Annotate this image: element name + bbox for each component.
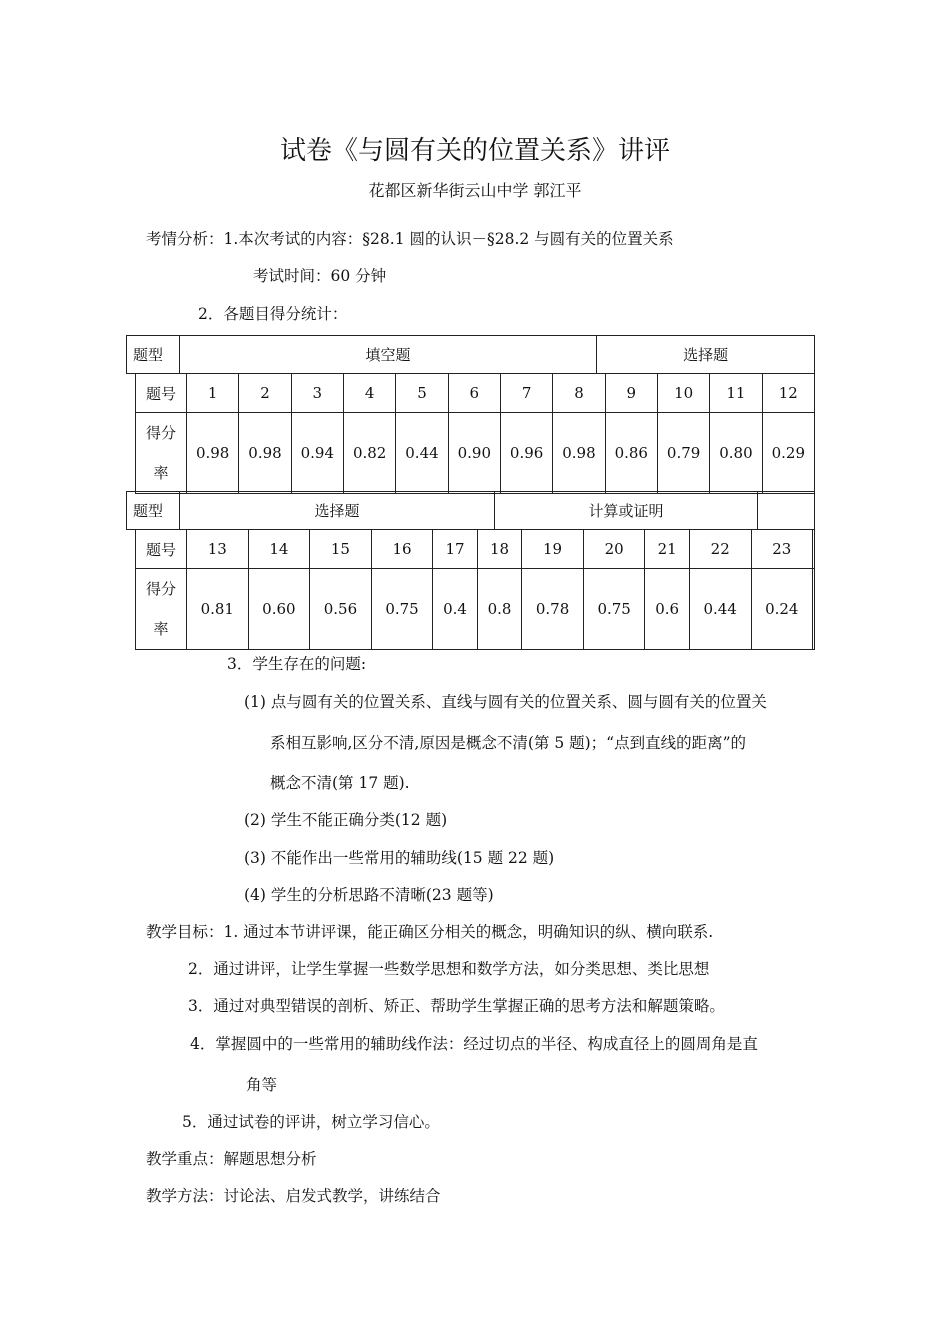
table2-rate: 0.24 bbox=[751, 569, 813, 650]
table1-num: 1 bbox=[187, 374, 239, 413]
table1-num: 10 bbox=[657, 374, 709, 413]
table2-rate: 0.44 bbox=[689, 569, 751, 650]
table2-rate: 0.78 bbox=[522, 569, 584, 650]
goal-2: 2．通过讲评，让学生掌握一些数学思想和数学方法，如分类思想、类比思想 bbox=[188, 960, 710, 978]
table2-num: 20 bbox=[583, 530, 645, 569]
table1-num: 3 bbox=[291, 374, 343, 413]
table1-num: 11 bbox=[710, 374, 762, 413]
table1-num: 6 bbox=[448, 374, 500, 413]
table2-rate: 0.8 bbox=[477, 569, 521, 650]
table2-num: 13 bbox=[187, 530, 249, 569]
table1-rate: 0.94 bbox=[291, 413, 343, 494]
table2-num: 14 bbox=[248, 530, 310, 569]
table2-rate: 0.75 bbox=[371, 569, 433, 650]
table1-rate: 0.96 bbox=[500, 413, 552, 494]
table1-num: 8 bbox=[553, 374, 605, 413]
analysis-content: 1.本次考试的内容：§28.1 圆的认识－§28.2 与圆有关的位置关系 bbox=[223, 230, 674, 248]
table2-num: 21 bbox=[645, 530, 689, 569]
table1-num: 4 bbox=[343, 374, 395, 413]
table2-type-row bbox=[126, 491, 815, 530]
table2-rate-row bbox=[136, 569, 815, 650]
table2-rate: 0.60 bbox=[248, 569, 310, 650]
problem-2: (2) 学生不能正确分类(12 题) bbox=[244, 811, 448, 829]
table1-rate: 0.79 bbox=[657, 413, 709, 494]
table2-type-choice: 选择题 bbox=[180, 492, 495, 530]
table1-num: 5 bbox=[396, 374, 448, 413]
table1-num: 2 bbox=[239, 374, 291, 413]
table1-rate: 0.82 bbox=[343, 413, 395, 494]
table2-num-empty bbox=[813, 530, 815, 569]
problem-1-line-3: 概念不清(第 17 题). bbox=[270, 774, 410, 792]
goal-4-line-2: 角等 bbox=[246, 1076, 278, 1094]
table1-type-choice: 选择题 bbox=[597, 336, 815, 374]
table1-num: 12 bbox=[762, 374, 814, 413]
goal-3: 3．通过对典型错误的剖析、矫正、帮助学生掌握正确的思考方法和解题策略。 bbox=[188, 997, 725, 1015]
table1-number-row bbox=[136, 374, 815, 413]
table2-num: 18 bbox=[477, 530, 521, 569]
rate-label-top: 得分 bbox=[145, 424, 176, 442]
table1-rate: 0.98 bbox=[239, 413, 291, 494]
rate-label-bottom: 率 bbox=[153, 464, 169, 482]
table2-number-row bbox=[136, 530, 815, 569]
page-title: 试卷《与圆有关的位置关系》讲评 bbox=[279, 136, 670, 166]
table2-rate: 0.6 bbox=[645, 569, 689, 650]
table2-score-grid bbox=[135, 529, 815, 650]
table2-type-empty bbox=[758, 492, 815, 530]
table2-rate-label bbox=[136, 569, 187, 650]
goal-4-line-1: 4．掌握圆中的一些常用的辅助线作法：经过切点的半径、构成直径上的圆周角是直 bbox=[190, 1035, 758, 1053]
table1-type-row bbox=[126, 335, 815, 374]
table1-type-label: 题型 bbox=[127, 336, 180, 374]
table1-rate: 0.44 bbox=[396, 413, 448, 494]
analysis-label: 考情分析： bbox=[146, 230, 224, 248]
analysis-item-1 bbox=[146, 227, 674, 249]
table2-rate: 0.75 bbox=[583, 569, 645, 650]
table1-rate: 0.98 bbox=[187, 413, 239, 494]
table2-rate: 0.81 bbox=[187, 569, 249, 650]
table1-rate: 0.80 bbox=[710, 413, 762, 494]
goal-1: 教学目标：1. 通过本节讲评课，能正确区分相关的概念，明确知识的纵、横向联系. bbox=[146, 923, 714, 941]
problem-4: (4) 学生的分析思路不清晰(23 题等) bbox=[244, 886, 494, 904]
table1-score-grid bbox=[135, 373, 815, 494]
table1-rate-label bbox=[136, 413, 187, 494]
table1-rate: 0.98 bbox=[553, 413, 605, 494]
table1-rate-row bbox=[136, 413, 815, 494]
table2-type-label: 题型 bbox=[127, 492, 180, 530]
table1-type-fill: 填空题 bbox=[179, 336, 596, 374]
table2-num: 15 bbox=[310, 530, 372, 569]
table2-num: 23 bbox=[751, 530, 813, 569]
table1-rate: 0.29 bbox=[762, 413, 814, 494]
problems-heading: 3．学生存在的问题: bbox=[227, 655, 367, 673]
goal-5: 5．通过试卷的评讲，树立学习信心。 bbox=[182, 1113, 440, 1131]
rate-label-top: 得分 bbox=[145, 580, 176, 598]
table2-num: 22 bbox=[689, 530, 751, 569]
table1-rate: 0.86 bbox=[605, 413, 657, 494]
table2-num-label: 题号 bbox=[136, 530, 187, 569]
problem-1-line-1: (1) 点与圆有关的位置关系、直线与圆有关的位置关系、圆与圆有关的位置关 bbox=[244, 693, 767, 711]
table2-rate: 0.56 bbox=[310, 569, 372, 650]
teaching-focus: 教学重点：解题思想分析 bbox=[146, 1150, 317, 1168]
exam-time: 考试时间：60 分钟 bbox=[253, 267, 387, 285]
table2-rate-empty bbox=[813, 569, 815, 650]
table1-num: 7 bbox=[500, 374, 552, 413]
author-line: 花都区新华街云山中学 郭江平 bbox=[368, 181, 582, 200]
rate-label-bottom: 率 bbox=[153, 620, 169, 638]
table1-num: 9 bbox=[605, 374, 657, 413]
table2-num: 16 bbox=[371, 530, 433, 569]
problem-1-line-2: 系相互影响,区分不清,原因是概念不清(第 5 题)；“点到直线的距离”的 bbox=[270, 734, 747, 752]
table2-num: 19 bbox=[522, 530, 584, 569]
table2-rate: 0.4 bbox=[433, 569, 477, 650]
score-stats-heading: 2．各题目得分统计： bbox=[198, 305, 348, 323]
table2-num: 17 bbox=[433, 530, 477, 569]
table2-type-calc: 计算或证明 bbox=[495, 492, 758, 530]
table1-rate: 0.90 bbox=[448, 413, 500, 494]
table1-num-label: 题号 bbox=[136, 374, 187, 413]
problem-3: (3) 不能作出一些常用的辅助线(15 题 22 题) bbox=[244, 849, 555, 867]
teaching-method: 教学方法：讨论法、启发式教学，讲练结合 bbox=[146, 1187, 441, 1205]
